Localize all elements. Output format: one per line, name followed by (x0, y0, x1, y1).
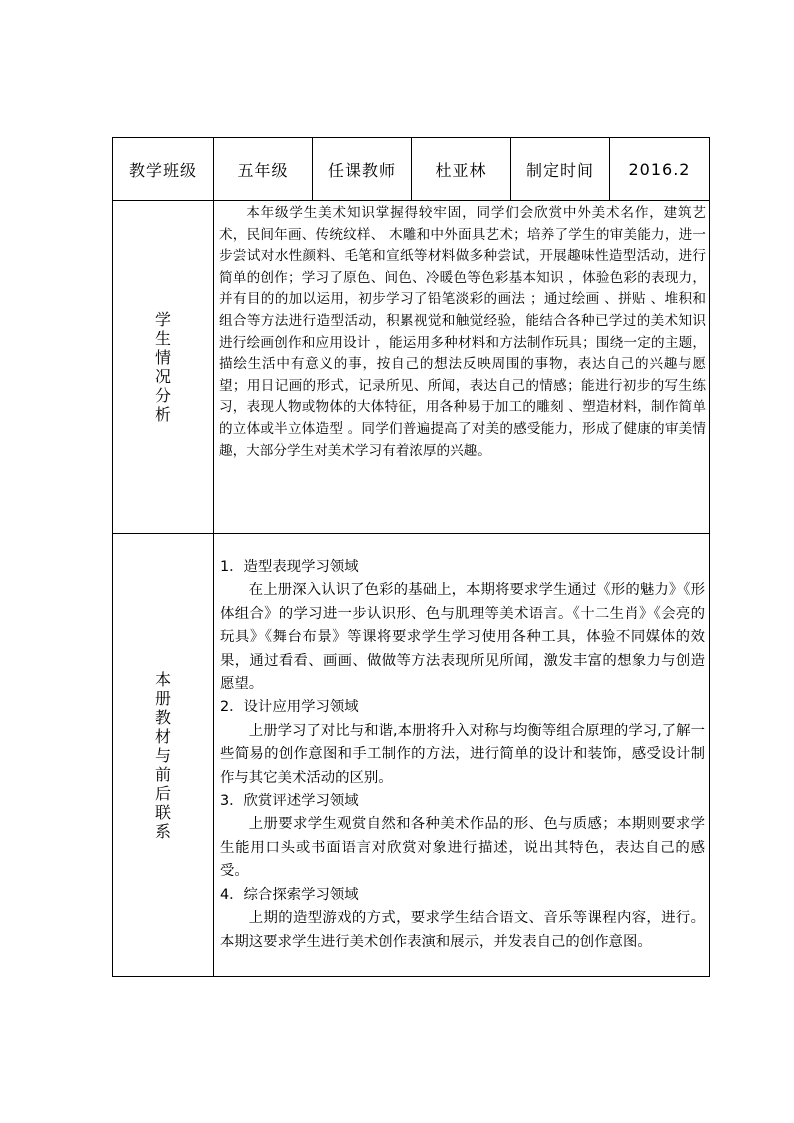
student-analysis-row (113, 201, 710, 534)
section-text: 在上册深入认识了色彩的基础上，本期将要求学生通过《形的魅力》《形体组合》的学习进一步认识形、色与肌理等美术语言。《十二生肖》《会亮的玩具》《舞台布景》等课将要求学生学习使用各种工具，体验不同媒体的效果，通过看看、画画、做做等方法表现所见所闻，激发丰富的想象力与创造愿望。 (220, 582, 705, 693)
class-value: 五年级 (214, 138, 313, 201)
date-value: 2016.2 (610, 138, 710, 201)
student-analysis-label: 学 生 情 况 分 析 (113, 201, 214, 534)
date-label: 制定时间 (511, 138, 610, 201)
textbook-label: 本 册 教 材 与 前 后 联 系 (113, 534, 214, 977)
textbook-row (113, 534, 710, 977)
teaching-plan-table (112, 137, 710, 977)
section-title: 1．造型表现学习领域 (220, 559, 359, 575)
textbook-content (214, 534, 710, 977)
section-title: 4．综合探索学习领域 (220, 886, 359, 903)
student-analysis-text: 本年级学生美术知识掌握得较牢固，同学们会欣赏中外美术名作，建筑艺术，民间年画、传统纹样、 木雕和中外面具艺术；培养了学生的审美能力，进一步尝试对水性颜料、毛笔和宣纸等材料做多种尝试，开展趣味性造型活动，进行简单的创作；学习了原色、间色、冷暖色等色彩基本知识 ，体验色彩的表现力，并有目的的加以运用，初步学习了铅笔淡彩的画法 ；通过绘画 、拼贴 、堆积和组合等方法进行造型活动，积累视觉和触觉经验，能结合各种已学过的美术知识进行绘画创作和应用设计 ，能运用多种材料和方法制作玩具；围绕一定的主题，描绘生活中有意义的事，按自己的想法反映周围的事物，表达自己的兴趣与愿望；用日记画的形式，记录所见、所闻，表达自己的情感；能进行初步的写生练习，表现人物或物体的大体特征，用各种易于加工的雕刻 、塑造材料，制作简单的立体或半立体造型 。同学们普遍提高了对美的感受能力，形成了健康的审美情趣，大部分学生对美术学习有着浓厚的兴趣。 (214, 201, 710, 534)
class-label: 教学班级 (113, 138, 214, 201)
section-title: 3．欣赏评述学习领域 (220, 793, 359, 810)
section-text: 上册要求学生观赏自然和各种美术作品的形、色与质感；本期则要求学生能用口头或书面语言对欣赏对象进行描述，说出其特色，表达自己的感受。 (220, 816, 705, 880)
section-text: 上册学习了对比与和谐,本册将升入对称与均衡等组合原理的学习,了解一些简易的创作意图和手工制作的方法，进行简单的设计和装饰，感受设计制作与其它美术活动的区别。 (220, 722, 705, 786)
teacher-label: 任课教师 (313, 138, 412, 201)
teacher-value: 杜亚林 (412, 138, 511, 201)
teaching-plan-sheet (112, 137, 709, 977)
header-row (113, 138, 710, 201)
section-text: 上期的造型游戏的方式，要求学生结合语文、音乐等课程内容，进行。本期这要求学生进行美术创作表演和展示，并发表自己的创作意图。 (220, 910, 705, 950)
section-title: 2．设计应用学习领域 (220, 699, 359, 716)
